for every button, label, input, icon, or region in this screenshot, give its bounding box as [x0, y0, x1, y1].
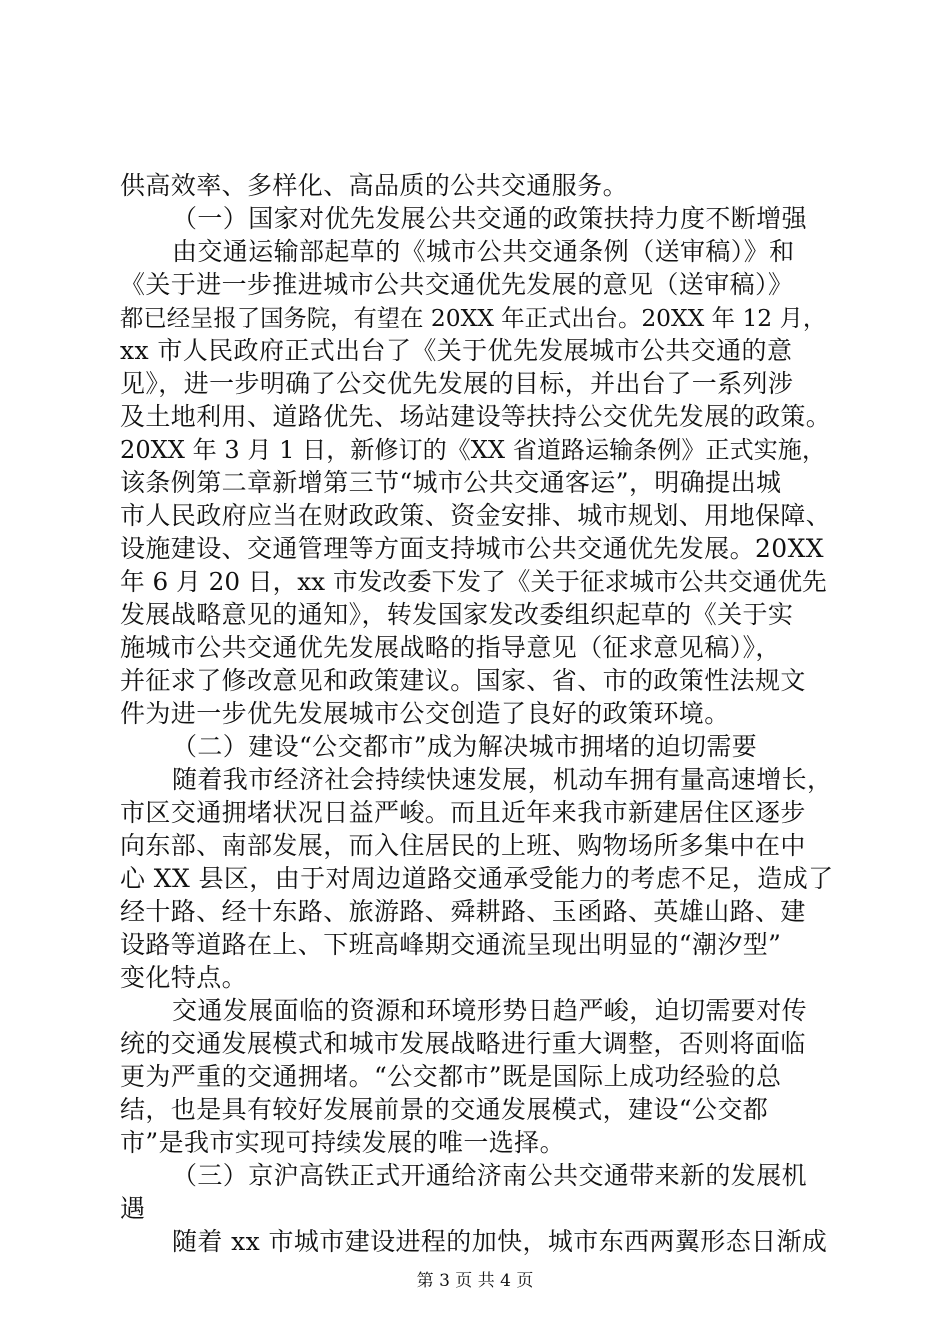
body-line: 由交通运输部起草的《城市公共交通条例（送审稿）》和 [172, 237, 795, 266]
page-number-label: 第 3 页 共 4 页 [416, 1271, 534, 1291]
body-line: 市区交通拥堵状况日益严峻。而且近年来我市新建居住区逐步 [120, 798, 806, 827]
body-line: 随着我市经济社会持续快速发展，机动车拥有量高速增长， [172, 765, 833, 794]
body-line: 该条例第二章新增第三节“城市公共交通客运”，明确提出城 [120, 468, 782, 497]
body-line: 随着 xx 市城市建设进程的加快，城市东西两翼形态日渐成 [172, 1227, 828, 1256]
body-line: 设施建设、交通管理等方面支持城市公共交通优先发展。20XX [120, 534, 825, 563]
body-line: 《关于进一步推进城市公共交通优先发展的意见（送审稿）》 [120, 270, 794, 299]
body-line: 见》，进一步明确了公交优先发展的目标，并出台了一系列涉 [120, 369, 794, 398]
body-line: 件为进一步优先发展城市公交创造了良好的政策环境。 [120, 699, 730, 728]
body-line: 结，也是具有较好发展前景的交通发展模式，建设“公交都 [120, 1095, 769, 1124]
body-line: 向东部、南部发展，而入住居民的上班、购物场所多集中在中 [120, 831, 806, 860]
section-heading-2: （二）建设“公交都市”成为解决城市拥堵的迫切需要 [172, 732, 758, 761]
body-line: 年 6 月 20 日，xx 市发改委下发了《关于征求城市公共交通优先 [120, 567, 827, 596]
section-heading-3: （三）京沪高铁正式开通给济南公共交通带来新的发展机 [172, 1161, 808, 1190]
body-line: 交通发展面临的资源和环境形势日趋严峻，迫切需要对传 [172, 996, 808, 1025]
body-line: xx 市人民政府正式出台了《关于优先发展城市公共交通的意 [120, 336, 793, 365]
body-line: 更为严重的交通拥堵。“公交都市”既是国际上成功经验的总 [120, 1062, 782, 1091]
page-footer [0, 1270, 950, 1292]
body-line: 并征求了修改意见和政策建议。国家、省、市的政策性法规文 [120, 666, 806, 695]
body-line: 经十路、经十东路、旅游路、舜耕路、玉函路、英雄山路、建 [120, 897, 806, 926]
body-line: 都已经呈报了国务院，有望在 20XX 年正式出台。20XX 年 12 月， [120, 304, 827, 332]
body-line: 市”是我市实现可持续发展的唯一选择。 [120, 1128, 565, 1157]
body-line: 市人民政府应当在财政政策、资金安排、城市规划、用地保障、 [120, 501, 832, 530]
body-line: 发展战略意见的通知》，转发国家发改委组织起草的《关于实 [120, 600, 794, 629]
body-line: 供高效率、多样化、高品质的公共交通服务。 [120, 171, 629, 200]
body-line: 统的交通发展模式和城市发展战略进行重大调整，否则将面临 [120, 1029, 806, 1058]
body-line: 设路等道路在上、下班高峰期交通流呈现出明显的“潮汐型” [120, 930, 782, 959]
section-heading-1: （一）国家对优先发展公共交通的政策扶持力度不断增强 [172, 204, 808, 233]
body-line: 施城市公共交通优先发展战略的指导意见（征求意见稿）》， [120, 633, 781, 662]
body-line: 遇 [120, 1194, 146, 1223]
body-line: 心 XX 县区，由于对周边道路交通承受能力的考虑不足，造成了 [120, 864, 834, 893]
body-line: 变化特点。 [120, 963, 248, 992]
body-line: 20XX 年 3 月 1 日，新修订的《XX 省道路运输条例》正式实施， [120, 436, 826, 464]
body-line: 及土地利用、道路优先、场站建设等扶持公交优先发展的政策。 [120, 402, 832, 431]
